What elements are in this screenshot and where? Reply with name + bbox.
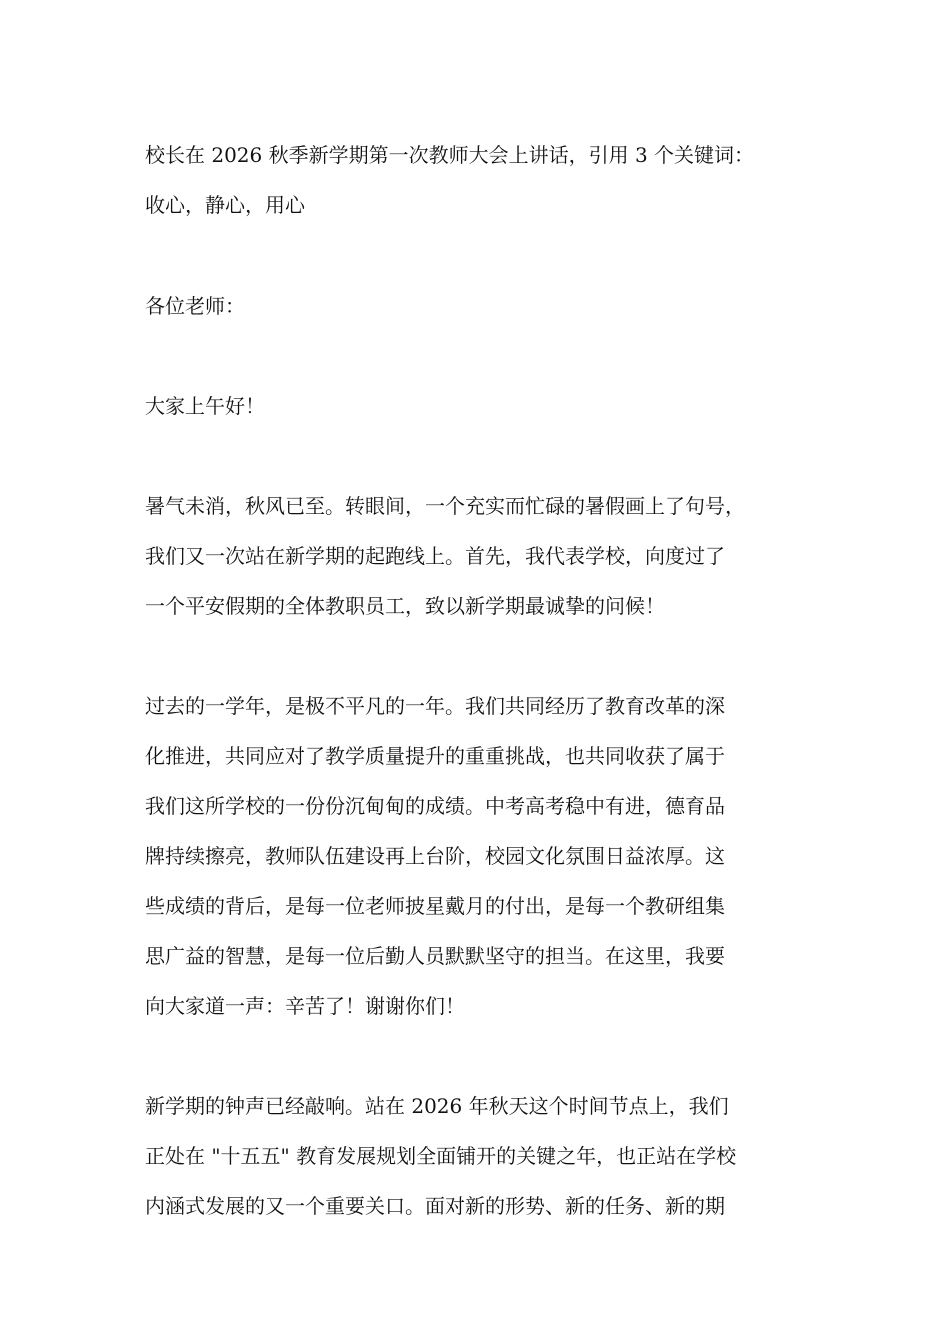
paragraph-line: 思广益的智慧，是每一位后勤人员默默坚守的担当。在这里，我要 (145, 944, 725, 968)
speech-title (145, 130, 835, 230)
title-line: 收心，静心，用心 (145, 193, 305, 217)
paragraph-line: 化推进，共同应对了教学质量提升的重重挑战，也共同收获了属于 (145, 744, 725, 768)
salutation (145, 281, 835, 331)
document-body (145, 130, 835, 1281)
paragraph-line: 我们这所学校的一份份沉甸甸的成绩。中考高考稳中有进，德育品 (145, 794, 725, 818)
paragraph-line: 向大家道一声：辛苦了！谢谢你们！ (145, 994, 465, 1018)
greeting (145, 381, 835, 431)
paragraph-line: 一个平安假期的全体教职员工，致以新学期最诚挚的问候！ (145, 594, 665, 618)
greeting-text: 大家上午好！ (145, 394, 265, 418)
paragraph-new-semester (145, 1081, 835, 1231)
paragraph-opening (145, 481, 835, 631)
paragraph-line: 新学期的钟声已经敲响。站在 2026 年秋天这个时间节点上，我们 (145, 1094, 729, 1118)
paragraph-line: 我们又一次站在新学期的起跑线上。首先，我代表学校，向度过了 (145, 544, 725, 568)
salutation-text: 各位老师： (145, 294, 245, 318)
paragraph-review (145, 681, 835, 1031)
paragraph-line: 过去的一学年，是极不平凡的一年。我们共同经历了教育改革的深 (145, 694, 725, 718)
paragraph-line: 正处在 "十五五" 教育发展规划全面铺开的关键之年，也正站在学校 (145, 1144, 737, 1168)
paragraph-line: 些成绩的背后，是每一位老师披星戴月的付出，是每一个教研组集 (145, 894, 725, 918)
paragraph-line: 暑气未消，秋风已至。转眼间，一个充实而忙碌的暑假画上了句号， (145, 494, 745, 518)
paragraph-line: 内涵式发展的又一个重要关口。面对新的形势、新的任务、新的期 (145, 1194, 725, 1218)
title-line: 校长在 2026 秋季新学期第一次教师大会上讲话，引用 3 个关键词： (145, 143, 755, 167)
paragraph-line: 牌持续擦亮，教师队伍建设再上台阶，校园文化氛围日益浓厚。这 (145, 844, 725, 868)
